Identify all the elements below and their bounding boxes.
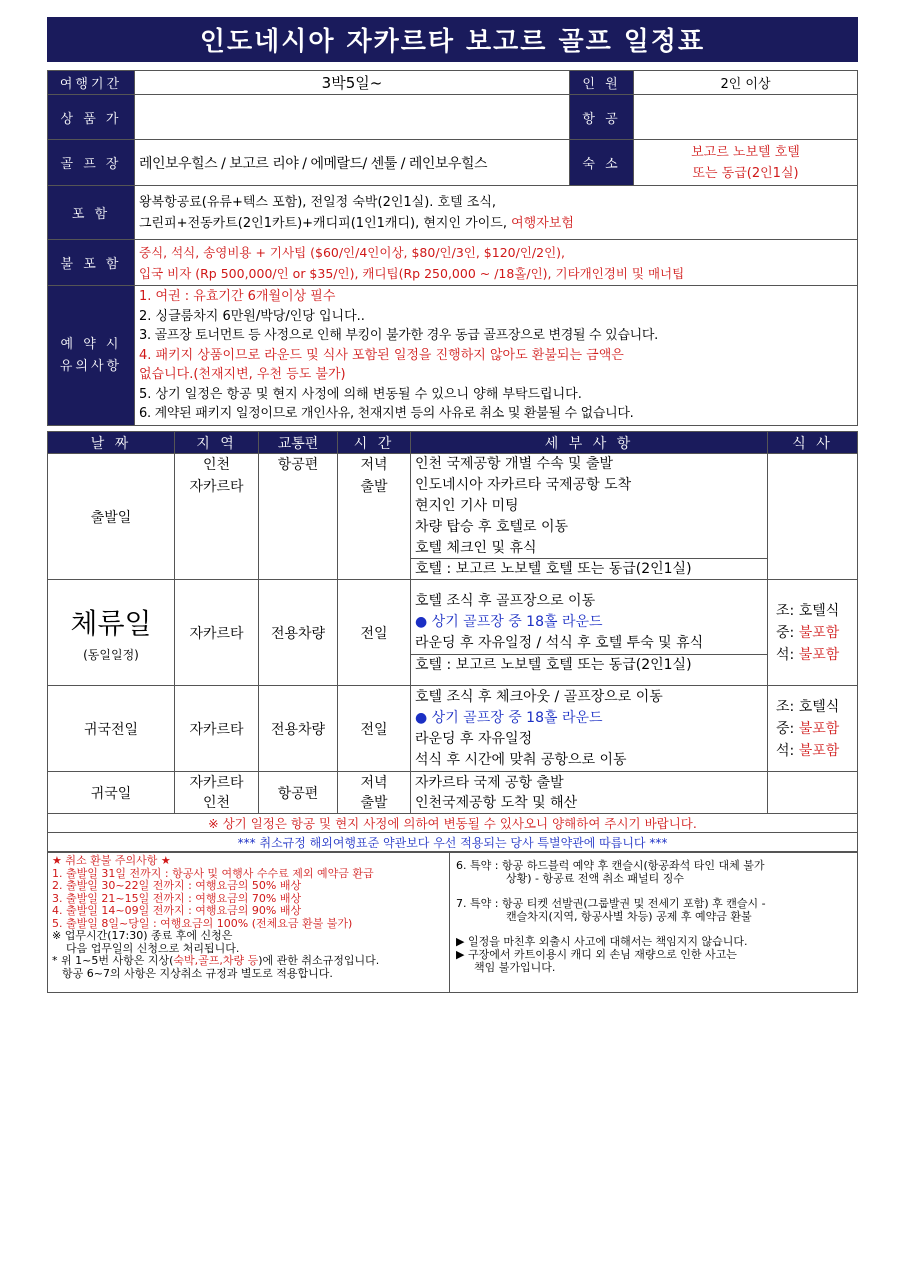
cancel-item: 2. 출발일 30~22일 전까지 : 여행요금의 50% 배상 (52, 879, 302, 892)
cancel-item: 3. 출발일 21~15일 전까지 : 여행요금의 70% 배상 (52, 891, 302, 905)
term-7: 7. 특약 : 항공 티켓 선발권(그룹발권 및 전세기 포함) 후 캔슬시 - (456, 897, 766, 910)
include-line1: 왕복항공료(유류+텍스 포함), 전일정 숙박(2인1실). 호텔 조식, (139, 194, 497, 210)
time-line: 저녁 (360, 774, 388, 791)
exclude-line2: 입국 비자 (Rp 500,000/인 or $35/인), 캐디팁(Rp 250,000 ~ /18홀/인), 기타개인경비 및 매너팁 (139, 265, 685, 281)
include-insurance: 여행자보험 (511, 215, 574, 231)
detail-line: 자카르타 국제 공항 출발 (415, 774, 564, 791)
detail-line: 인천국제공항 도착 및 해산 (415, 794, 578, 811)
header-date: 날 짜 (48, 432, 175, 454)
golf-courses: 레인보우힐스 / 보고르 리야 / 에메랄드/ 센툴 / 레인보우힐스 (135, 140, 570, 186)
people-value: 2인 이상 (634, 71, 858, 95)
day1-time (338, 454, 411, 580)
detail-line: 인천 국제공항 개별 수속 및 출발 (415, 456, 614, 472)
day4-region (175, 772, 259, 814)
include-label: 포 함 (48, 186, 135, 240)
header-details: 세 부 사 항 (411, 432, 768, 454)
rule-note-b: 숙박,골프,차량 등 (173, 954, 259, 967)
hotel-line: 호텔 : 보고르 노보텔 호텔 또는 동급(2인1실) (415, 561, 692, 577)
product-value (135, 95, 570, 140)
people-label: 인 원 (570, 71, 634, 95)
notice-label (48, 286, 135, 426)
round-line (411, 612, 767, 633)
term-7-cont: 캔슬차지(지역, 항공사별 차등) 공제 후 예약금 환불 (506, 910, 752, 923)
detail-line: 호텔 조식 후 골프장으로 이동 (415, 592, 596, 609)
schedule-table (47, 431, 858, 852)
detail-line: 라운딩 후 자유일정 (415, 730, 533, 747)
hotel-line2: 또는 동급(2인1실) (692, 165, 799, 181)
cancel-item: 5. 출발일 8일~당일 : 여행요금의 100% (전체요금 환불 불가) (52, 916, 353, 930)
day2-details (411, 580, 768, 686)
cancel-item: 1. 출발일 31일 전까지 : 항공사 및 여행사 수수료 제외 예약금 환급 (52, 866, 374, 880)
round-line (415, 708, 763, 729)
airline-value (634, 95, 858, 140)
rule-note-a: * 위 1~5번 사항은 지상( (52, 954, 174, 967)
notice-item: 5. 상기 일정은 항공 및 현지 사정에 의해 변동될 수 있으니 양해 부탁드립니다. (139, 386, 582, 402)
notice-item: 4. 패키지 상품이므로 라운드 및 식사 포함된 일정을 진행하지 않아도 환불되는 금액은 (139, 347, 624, 363)
day3-region: 자카르타 (175, 686, 259, 772)
region-line: 자카르타 (189, 774, 244, 791)
cancel-rule-notice: *** 취소규정 해외여행표준 약관보다 우선 적용되는 당사 특별약관에 따릅니다 *** (48, 833, 858, 852)
notice-item: 없습니다.(천재지변, 우천 등도 불가) (139, 367, 346, 383)
meal-dinner: 불포함 (798, 742, 840, 759)
day3-meals (768, 686, 858, 772)
term-6: 6. 특약 : 항공 하드블럭 예약 후 캔슬시(항공좌석 타인 대체 불가 (456, 859, 765, 872)
round-text: 상기 골프장 중 18홀 라운드 (431, 709, 603, 726)
notice-item: 1. 여권 : 유효기간 6개월이상 필수 (139, 289, 336, 305)
product-label: 상 품 가 (48, 95, 135, 140)
notice-label-line2: 유의사항 (59, 358, 123, 374)
special-terms (450, 853, 857, 992)
meal-breakfast: 조: 호텔식 (776, 698, 840, 715)
day2-time: 전일 (338, 580, 411, 686)
day3-details (411, 686, 768, 772)
time-line: 저녁 (360, 457, 388, 473)
exclude-label: 불 포 함 (48, 240, 135, 286)
term-6-cont: 상황) - 항공료 전액 취소 패널티 징수 (506, 872, 685, 885)
cancel-policy (48, 853, 450, 992)
airline-label: 항 공 (570, 95, 634, 140)
detail-line: 차량 탑승 후 호텔로 이동 (415, 519, 569, 535)
warning-1: ▶ 일정을 마친후 외출시 사고에 대해서는 책임지지 않습니다. (456, 935, 748, 948)
hotel-line: 호텔 : 보고르 노보텔 호텔 또는 동급(2인1실) (415, 656, 692, 673)
detail-line: 호텔 조식 후 체크아웃 / 골프장으로 이동 (415, 688, 663, 705)
notice-item: 3. 골프장 토너먼트 등 사정으로 인해 부킹이 불가한 경우 동급 골프장으로 변경될 수 있습니다. (139, 328, 659, 344)
time-line: 출발 (360, 479, 388, 495)
day-before-return: 귀국전일 (48, 686, 175, 772)
notice-list (135, 286, 858, 426)
header-transport: 교통편 (259, 432, 338, 454)
work-hours-note: ※ 업무시간(17:30) 종료 후에 신청은 (52, 929, 233, 942)
day1-region (175, 454, 259, 580)
detail-line: 현지인 기사 미팅 (415, 498, 519, 514)
golf-label: 골 프 장 (48, 140, 135, 186)
day3-time: 전일 (338, 686, 411, 772)
hotel-line1: 보고르 노보텔 호텔 (691, 144, 800, 160)
cancel-item: 4. 출발일 14~09일 전까지 : 여행요금의 90% 배상 (52, 904, 302, 917)
page-title: 인도네시아 자카르타 보고르 골프 일정표 (47, 17, 858, 62)
warning-2: ▶ 구장에서 카트이용시 캐디 외 손님 재량으로 인한 사고는 (456, 948, 737, 961)
meal-lunch: 불포함 (798, 624, 840, 641)
warning-2-cont: 책임 불가입니다. (474, 961, 556, 974)
bullet-icon: ● (415, 613, 432, 630)
bullet-icon: ● (415, 709, 432, 726)
meal-breakfast: 조: 호텔식 (776, 602, 840, 619)
info-table (47, 70, 858, 426)
meal-lunch-label: 중: (776, 720, 799, 737)
day-stay (48, 580, 175, 686)
work-hours-note: 다음 업무일의 신청으로 처리됩니다. (66, 941, 240, 955)
header-time: 시 간 (338, 432, 411, 454)
day-departure: 출발일 (48, 454, 175, 580)
day-stay-name: 체류일 (70, 607, 152, 640)
detail-line: 인도네시아 자카르타 국제공항 도착 (415, 477, 632, 493)
day1-transport: 항공편 (259, 454, 338, 580)
include-text (135, 186, 858, 240)
round-text: 상기 골프장 중 18홀 라운드 (431, 613, 603, 630)
cancellation-box (47, 852, 858, 993)
exclude-text (135, 240, 858, 286)
day2-meals (768, 580, 858, 686)
meal-lunch-label: 중: (776, 624, 799, 641)
day4-meals (768, 772, 858, 814)
include-line2: 그린피+전동카트(2인1카트)+캐디피(1인1캐디), 현지인 가이드, (139, 215, 512, 231)
day1-meals (768, 454, 858, 580)
notice-item: 2. 싱글룸차지 6만원/박당/인당 입니다.. (139, 308, 365, 324)
rule-note: 항공 6~7의 사항은 지상취소 규정과 별도로 적용합니다. (62, 966, 333, 980)
cancel-title: ★ 취소 환불 주의사항 ★ (52, 854, 171, 867)
hotel-label: 숙 소 (570, 140, 634, 186)
day-return: 귀국일 (48, 772, 175, 814)
rule-note (52, 955, 445, 968)
day3-transport: 전용차량 (259, 686, 338, 772)
header-meals: 식 사 (768, 432, 858, 454)
day2-region: 자카르타 (175, 580, 259, 686)
hotel-value (634, 140, 858, 186)
detail-line: 호텔 체크인 및 휴식 (411, 538, 767, 559)
meal-lunch: 불포함 (798, 720, 840, 737)
meal-dinner-label: 석: (776, 646, 799, 663)
day-stay-sub: (동일일정) (83, 648, 139, 662)
day4-time (338, 772, 411, 814)
period-value: 3박5일~ (135, 71, 570, 95)
region-line: 인천 (202, 794, 231, 811)
region-line: 자카르타 (189, 479, 244, 495)
day4-transport: 항공편 (259, 772, 338, 814)
rule-note-c: )에 관한 취소규정입니다. (258, 954, 380, 967)
day4-details (411, 772, 768, 814)
notice-label-line1: 예 약 시 (60, 336, 122, 352)
period-label: 여행기간 (48, 71, 135, 95)
notice-item: 6. 계약된 패키지 일정이므로 개인사유, 천재지변 등의 사유로 취소 및 환불될 수 없습니다. (139, 406, 634, 422)
meal-dinner-label: 석: (776, 742, 799, 759)
detail-line: 석식 후 시간에 맞춰 공항으로 이동 (415, 751, 627, 768)
day1-details (411, 454, 768, 580)
meal-dinner: 불포함 (798, 646, 840, 663)
region-line: 인천 (202, 457, 231, 473)
schedule-change-notice: ※ 상기 일정은 항공 및 현지 사정에 의하여 변동될 수 있사오니 양해하여 주시기 바랍니다. (48, 814, 858, 833)
time-line: 출발 (360, 794, 388, 811)
header-region: 지 역 (175, 432, 259, 454)
detail-line: 라운딩 후 자유일정 / 석식 후 호텔 투숙 및 휴식 (411, 633, 767, 655)
exclude-line1: 중식, 석식, 송영비용 + 기사팁 ($60/인/4인이상, $80/인/3인, $120/인/2인), (139, 244, 565, 260)
day2-transport: 전용차량 (259, 580, 338, 686)
